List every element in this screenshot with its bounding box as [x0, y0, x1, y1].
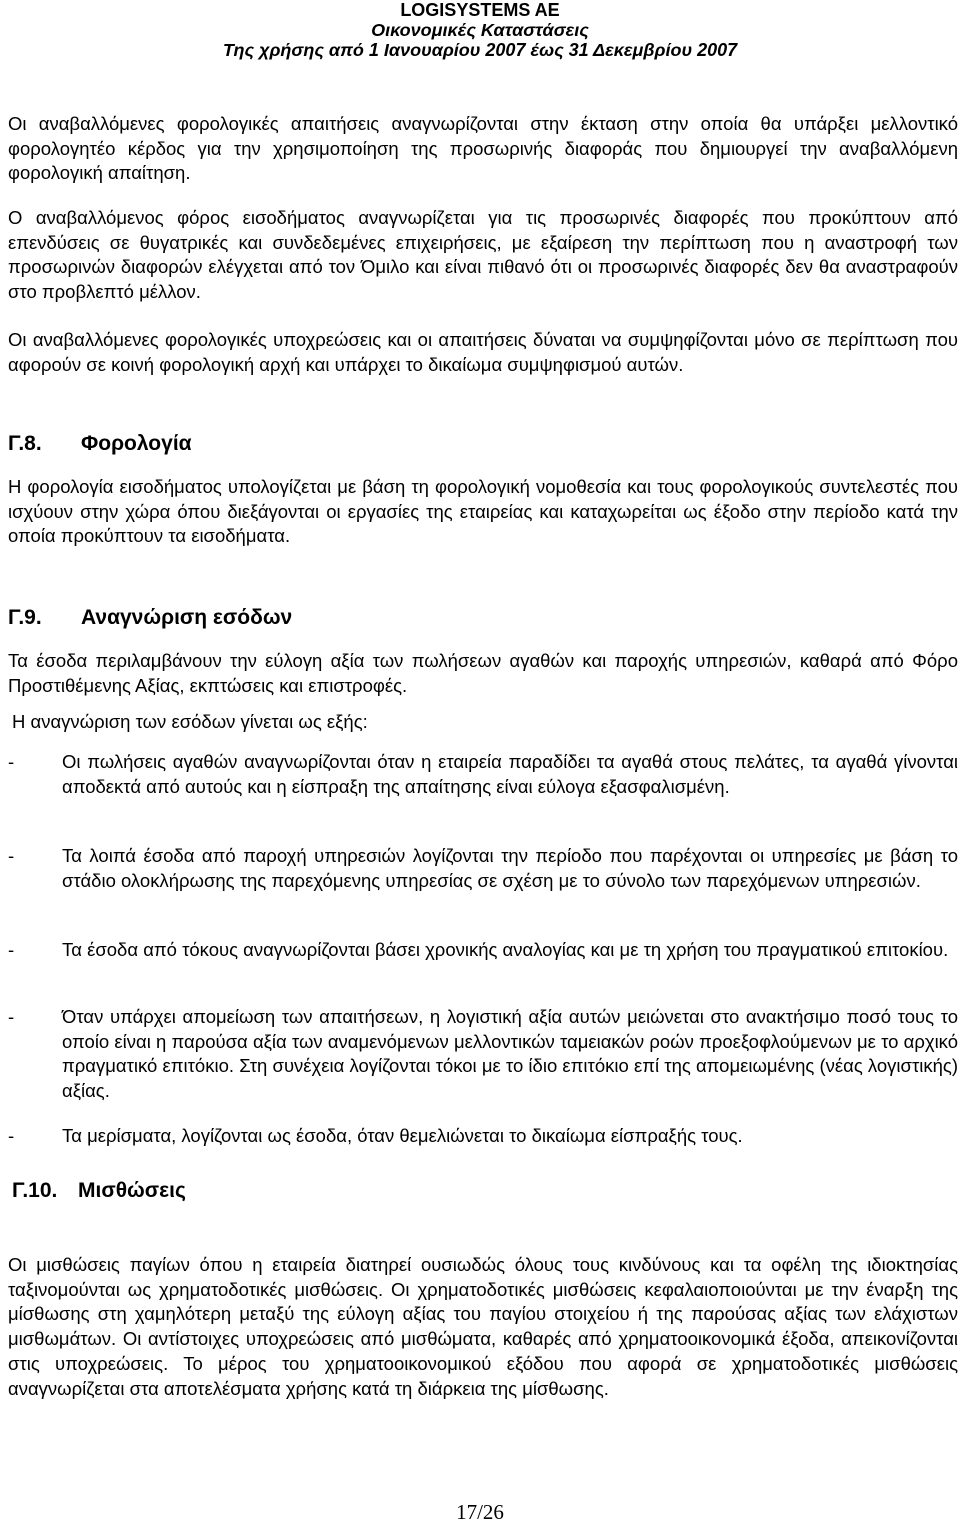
dash-marker: -	[8, 939, 15, 960]
list-item-text: Όταν υπάρχει απομείωση των απαιτήσεων, η λογιστική αξία αυτών μειώνεται στο ανακτήσιμο ποσό τους το οποίο είναι η παρούσα αξία των αναμενόμενων μελλοντικών ταμειακών ροών προεξοφλούμενων με το αρχικό πραγματικό επιτόκιο. Στη συνέχεια λογίζονται τόκοι με το ίδιο επιτόκιο επί της απομειωμένης (νέας λογιστικής) αξίας.	[62, 1006, 958, 1102]
dash-marker: -	[8, 1006, 15, 1027]
section-g9-heading	[8, 606, 293, 630]
paragraph-deferred-tax-investments: Ο αναβαλλόμενος φόρος εισοδήματος αναγνωρίζεται για τις προσωρινές διαφορές που προκύπτουν από επενδύσεις σε θυγατρικές και συνδεδεμένες επιχειρήσεις, με εξαίρεση την περίπτωση που η αναστροφή των προσωρινών διαφορών ελέγχεται από τον Όμιλο και είναι πιθανό ότι οι προσωρινές διαφορές δεν θα αναστραφούν στο προβλεπτό μέλλον.	[8, 207, 958, 303]
paragraph-deferred-tax-assets: Οι αναβαλλόμενες φορολογικές απαιτήσεις αναγνωρίζονται στην έκταση στην οποία θα υπάρξει μελλοντικό φορολογητέο κέρδος για την χρησιμοποίηση της προσωρινής διαφοράς που δημιουργεί την αναβαλλόμενη φορολογική απαίτηση.	[8, 113, 958, 184]
list-item-text: Τα έσοδα από τόκους αναγνωρίζονται βάσει χρονικής αναλογίας και με τη χρήση του πραγματικού επιτοκίου.	[62, 939, 949, 960]
section-number: Γ.9.	[8, 606, 42, 629]
dash-marker: -	[8, 845, 15, 866]
section-number: Γ.10.	[12, 1179, 58, 1202]
section-g10-heading	[12, 1179, 186, 1203]
header-doc-title: Οικονομικές Καταστάσεις	[371, 20, 589, 40]
section-number: Γ.8.	[8, 432, 42, 455]
paragraph-offsetting: Οι αναβαλλόμενες φορολογικές υποχρεώσεις και οι απαιτήσεις δύναται να συμψηφίζονται μόνο σε περίπτωση που αφορούν σε κοινή φορολογική αρχή και υπάρχει το δικαίωμα συμψηφισμού αυτών.	[8, 329, 958, 375]
revenue-recognition-intro: Η αναγνώριση των εσόδων γίνεται ως εξής:	[12, 711, 368, 732]
section-g9-text: Τα έσοδα περιλαμβάνουν την εύλογη αξία των πωλήσεων αγαθών και παροχής υπηρεσιών, καθαρά από Φόρο Προστιθέμενης Αξίας, εκπτώσεις και επιστροφές.	[8, 650, 958, 696]
section-title: Αναγνώριση εσόδων	[81, 606, 293, 629]
dash-marker: -	[8, 751, 15, 772]
section-g8-heading	[8, 432, 192, 456]
list-item-text: Τα λοιπά έσοδα από παροχή υπηρεσιών λογίζονται την περίοδο που παρέχονται οι υπηρεσίες με βάση το στάδιο ολοκλήρωσης της παρεχόμενης υπηρεσίας σε σχέση με το σύνολο των παρεχόμενων υπηρεσιών.	[62, 845, 958, 891]
section-title: Μισθώσεις	[78, 1179, 186, 1202]
header-company: LOGISYSTEMS AE	[400, 0, 560, 20]
dash-marker: -	[8, 1125, 15, 1146]
list-item-text: Τα μερίσματα, λογίζονται ως έσοδα, όταν θεμελιώνεται το δικαίωμα είσπραξής τους.	[62, 1125, 743, 1146]
section-g10-text: Οι μισθώσεις παγίων όπου η εταιρεία διατηρεί ουσιωδώς όλους τους κινδύνους και τα οφέλη της ιδιοκτησίας ταξινομούνται ως χρηματοδοτικές μισθώσεις. Οι χρηματοδοτικές μισθώσεις κεφαλαιοποιούνται με την έναρξη της μίσθωσης στη χαμηλότερη μεταξύ της εύλογη αξίας του παγίου στοιχείου ή της παρούσας αξίας των ελάχιστων μισθωμάτων. Οι αντίστοιχες υποχρεώσεις από μισθώματα, καθαρές από χρηματοοικονομικά έξοδα, απεικονίζονται στις υποχρεώσεις. Το μέρος του χρηματοοικονομικού εξόδου που αφορά σε χρηματοδοτικές μισθώσεις αναγνωρίζεται στα αποτελέσματα χρήσης κατά τη διάρκεια της μίσθωσης.	[8, 1254, 958, 1399]
page-number: 17/26	[456, 1500, 504, 1524]
section-title: Φορολογία	[81, 432, 192, 455]
list-item-text: Οι πωλήσεις αγαθών αναγνωρίζονται όταν η εταιρεία παραδίδει τα αγαθά στους πελάτες, τα αγαθά γίνονται αποδεκτά από αυτούς και η είσπραξη της απαίτησης είναι εύλογα εξασφαλισμένη.	[62, 751, 958, 797]
section-g8-text: Η φορολογία εισοδήματος υπολογίζεται με βάση τη φορολογική νομοθεσία και τους φορολογικούς συντελεστές που ισχύουν στην χώρα όπου διεξάγονται οι εργασίες της εταιρείας και καταχωρείται ως έξοδο στην περίοδο κατά την οποία προκύπτουν τα εισοδήματα.	[8, 476, 958, 547]
header-period: Της χρήσης από 1 Ιανουαρίου 2007 έως 31 Δεκεμβρίου 2007	[222, 40, 738, 60]
